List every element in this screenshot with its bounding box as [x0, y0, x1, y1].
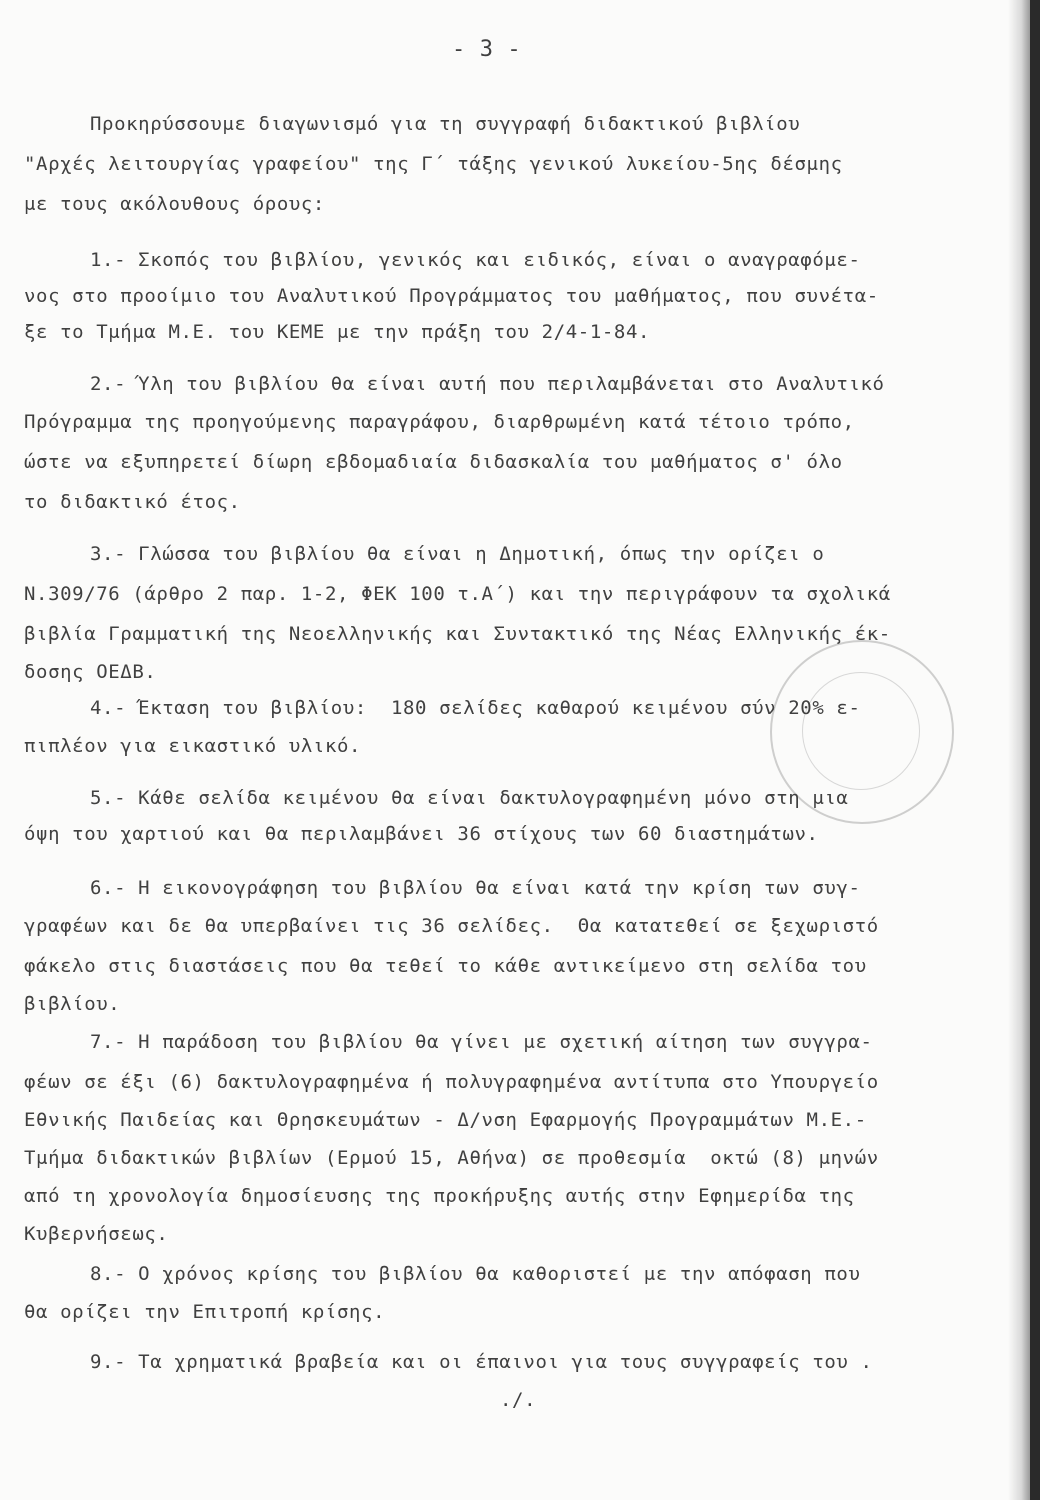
text-line: Πρόγραμμα της προηγούμενης παραγράφου, διαρθρωμένη κατά τέτοιο τρόπο, [24, 411, 855, 433]
text-line: 3.- Γλώσσα του βιβλίου θα είναι η Δημοτική, όπως την ορίζει ο [90, 543, 825, 565]
text-line: ώστε να εξυπηρετεί δίωρη εβδομαδιαία διδασκαλία του μαθήματος σ' όλο [24, 451, 843, 473]
text-line: πιπλέον για εικαστικό υλικό. [24, 735, 362, 757]
text-line: φέων σε έξι (6) δακτυλογραφημένα ή πολυγραφημένα αντίτυπα στο Υπουργείο [24, 1071, 879, 1093]
text-line: Κυβερνήσεως. [24, 1223, 169, 1245]
text-line: θα ορίζει την Επιτροπή κρίσης. [24, 1301, 386, 1323]
text-line: 7.- Η παράδοση του βιβλίου θα γίνει με σχετική αίτηση των συγγρα- [90, 1031, 873, 1053]
continuation-mark: ./. [500, 1389, 537, 1411]
text-line: με τους ακόλουθους όρους: [24, 193, 325, 215]
official-stamp-inner-ring [802, 672, 920, 790]
text-line: 8.- Ο χρόνος κρίσης του βιβλίου θα καθοριστεί με την απόφαση που [90, 1263, 861, 1285]
text-line: 1.- Σκοπός του βιβλίου, γενικός και ειδικός, είναι ο αναγραφόμε- [90, 249, 861, 271]
text-line: 6.- Η εικονογράφηση του βιβλίου θα είναι κατά την κρίση των συγ- [90, 877, 861, 899]
text-line: γραφέων και δε θα υπερβαίνει τις 36 σελίδες. Θα κατατεθεί σε ξεχωριστό [24, 915, 879, 937]
page-number: - 3 - [452, 37, 522, 62]
text-line: "Αρχές λειτουργίας γραφείου" της Γ΄ τάξης γενικού λυκείου-5ης δέσμης [24, 153, 843, 175]
text-line: 2.- Ύλη του βιβλίου θα είναι αυτή που περιλαμβάνεται στο Αναλυτικό [90, 373, 885, 395]
text-line: δοσης ΟΕΔΒ. [24, 661, 157, 683]
text-line: όψη του χαρτιού και θα περιλαμβάνει 36 στίχους των 60 διαστημάτων. [24, 823, 819, 845]
text-line: νος στο προοίμιο του Αναλυτικού Προγράμματος του μαθήματος, που συνέτα- [24, 285, 879, 307]
page-edge-shadow [1008, 0, 1030, 1500]
text-line: 4.- Έκταση του βιβλίου: 180 σελίδες καθαρού κειμένου σύν 20% ε- [90, 697, 861, 719]
text-line: βιβλία Γραμματική της Νεοελληνικής και Συντακτικό της Νέας Ελληνικής έκ- [24, 623, 891, 645]
text-line: ξε το Τμήμα Μ.Ε. του ΚΕΜΕ με την πράξη του 2/4-1-84. [24, 321, 651, 343]
scan-border-strip [1030, 0, 1040, 1500]
text-line: Προκηρύσσουμε διαγωνισμό για τη συγγραφή διδακτικού βιβλίου [90, 113, 801, 135]
text-line: φάκελο στις διαστάσεις που θα τεθεί το κάθε αντικείμενο στη σελίδα του [24, 955, 867, 977]
text-line: Εθνικής Παιδείας και Θρησκευμάτων - Δ/νση Εφαρμογής Προγραμμάτων Μ.Ε.- [24, 1109, 867, 1131]
text-line: Ν.309/76 (άρθρο 2 παρ. 1-2, ΦΕΚ 100 τ.Α΄) και την περιγράφουν τα σχολικά [24, 583, 891, 605]
text-line: από τη χρονολογία δημοσίευσης της προκήρυξης αυτής στην Εφημερίδα της [24, 1185, 855, 1207]
text-line: το διδακτικό έτος. [24, 491, 241, 513]
text-line: 5.- Κάθε σελίδα κειμένου θα είναι δακτυλογραφημένη μόνο στη μια [90, 787, 849, 809]
text-line: βιβλίου. [24, 993, 121, 1015]
text-line: Τμήμα διδακτικών βιβλίων (Ερμού 15, Αθήνα) σε προθεσμία οκτώ (8) μηνών [24, 1147, 879, 1169]
text-line: 9.- Τα χρηματικά βραβεία και οι έπαινοι για τους συγγραφείς του . [90, 1351, 873, 1373]
